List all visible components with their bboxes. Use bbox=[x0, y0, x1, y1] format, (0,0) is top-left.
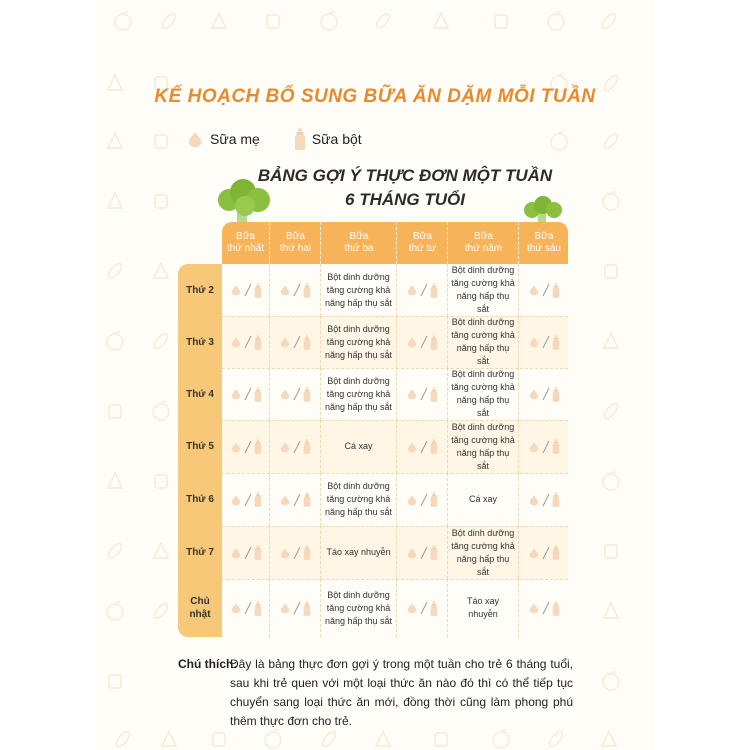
legend-item-formula bbox=[294, 128, 362, 150]
slash-separator-icon bbox=[244, 283, 252, 297]
baby-bottle-icon bbox=[430, 439, 438, 454]
column-header bbox=[222, 222, 269, 264]
food-doodle-icon bbox=[600, 330, 622, 352]
breast-milk-drop-icon bbox=[406, 602, 418, 614]
baby-bottle-icon bbox=[303, 601, 311, 616]
row-day-label: Thứ 2 bbox=[186, 284, 214, 296]
slash-separator-icon bbox=[420, 601, 428, 615]
food-doodle-icon bbox=[150, 330, 172, 352]
food-doodle-icon bbox=[490, 10, 512, 32]
meal-text: Táo xay nhuyễn bbox=[326, 547, 391, 557]
footnote bbox=[178, 655, 573, 731]
column-header-line: thứ năm bbox=[464, 243, 503, 254]
food-doodle-icon bbox=[600, 600, 622, 622]
slash-separator-icon bbox=[244, 493, 252, 507]
milk-option-icons bbox=[279, 492, 311, 507]
row-divider bbox=[222, 420, 568, 421]
baby-bottle-icon bbox=[254, 601, 262, 616]
baby-bottle-icon bbox=[303, 387, 311, 402]
food-doodle-icon bbox=[112, 10, 134, 32]
breast-milk-drop-icon bbox=[230, 284, 242, 296]
column-header-line: Bữa bbox=[534, 231, 554, 242]
legend-label: Sữa bột bbox=[311, 131, 362, 147]
subtitle-line-2: 6 THÁNG TUỔI bbox=[345, 190, 465, 209]
column-header-line: thứ ba bbox=[344, 243, 374, 254]
food-doodle-icon bbox=[158, 728, 180, 750]
table-row bbox=[222, 526, 568, 579]
table-cell bbox=[222, 368, 269, 420]
column-header-line: thứ nhất bbox=[226, 243, 265, 254]
slash-separator-icon bbox=[420, 387, 428, 401]
milk-option-icons bbox=[230, 545, 262, 560]
baby-bottle-icon bbox=[254, 283, 262, 298]
meal-text: Bột dinh dưỡng tăng cường khả năng hấp thụ sắt bbox=[324, 323, 393, 360]
food-doodle-icon bbox=[600, 400, 622, 422]
breast-milk-drop-icon bbox=[406, 547, 418, 559]
food-doodle-icon bbox=[262, 10, 284, 32]
baby-bottle-icon bbox=[254, 545, 262, 560]
slash-separator-icon bbox=[542, 601, 550, 615]
table-cell bbox=[518, 579, 568, 637]
food-doodle-icon bbox=[104, 600, 126, 622]
table-cell bbox=[320, 368, 396, 420]
food-doodle-icon bbox=[208, 728, 230, 750]
meal-text: Bột dinh dưỡng tăng cường khả năng hấp thụ sắt bbox=[324, 375, 393, 412]
food-doodle-icon bbox=[104, 400, 126, 422]
baby-bottle-icon bbox=[303, 492, 311, 507]
table-cell bbox=[447, 473, 518, 526]
table-cell bbox=[222, 526, 269, 579]
breast-milk-drop-icon bbox=[230, 602, 242, 614]
legend bbox=[186, 128, 388, 150]
food-doodle-icon bbox=[262, 728, 284, 750]
food-doodle-icon bbox=[150, 470, 172, 492]
subtitle-line-1: BẢNG GỢI Ý THỰC ĐƠN MỘT TUẦN bbox=[257, 166, 553, 185]
row-divider bbox=[222, 526, 568, 527]
table-cell bbox=[518, 264, 568, 316]
food-doodle-icon bbox=[150, 130, 172, 152]
food-doodle-icon bbox=[104, 130, 126, 152]
breast-milk-drop-icon bbox=[279, 388, 291, 400]
table-cell bbox=[269, 526, 320, 579]
legend-label: Sữa mẹ bbox=[210, 131, 260, 147]
milk-option-icons bbox=[279, 283, 311, 298]
meal-text: Cá xay bbox=[468, 494, 497, 504]
slash-separator-icon bbox=[420, 440, 428, 454]
table-cell bbox=[396, 264, 447, 316]
food-doodle-icon bbox=[430, 10, 452, 32]
breast-milk-drop-icon bbox=[528, 547, 540, 559]
row-divider bbox=[222, 579, 568, 580]
table-cell bbox=[447, 579, 518, 637]
slash-separator-icon bbox=[244, 440, 252, 454]
food-doodle-icon bbox=[600, 130, 622, 152]
slash-separator-icon bbox=[244, 546, 252, 560]
breast-milk-drop-icon bbox=[279, 336, 291, 348]
slash-separator-icon bbox=[293, 440, 301, 454]
food-doodle-icon bbox=[112, 728, 134, 750]
breast-milk-drop-icon bbox=[230, 388, 242, 400]
milk-option-icons bbox=[528, 439, 560, 454]
row-divider bbox=[222, 368, 568, 369]
row-day-label: Chủ nhật bbox=[189, 596, 211, 620]
baby-bottle-icon bbox=[430, 545, 438, 560]
milk-option-icons bbox=[406, 545, 438, 560]
food-doodle-icon bbox=[372, 728, 394, 750]
slash-separator-icon bbox=[293, 283, 301, 297]
milk-option-icons bbox=[406, 601, 438, 616]
food-doodle-icon bbox=[600, 670, 622, 692]
food-doodle-icon bbox=[490, 728, 512, 750]
breast-milk-drop-icon bbox=[406, 336, 418, 348]
food-doodle-icon bbox=[318, 10, 340, 32]
table-cell bbox=[447, 316, 518, 368]
breast-milk-drop-icon bbox=[279, 602, 291, 614]
milk-option-icons bbox=[279, 545, 311, 560]
table-cell bbox=[269, 316, 320, 368]
table-cell bbox=[222, 264, 269, 316]
baby-bottle-icon bbox=[552, 492, 560, 507]
table-cell bbox=[447, 526, 518, 579]
milk-option-icons bbox=[528, 335, 560, 350]
slash-separator-icon bbox=[244, 335, 252, 349]
breast-milk-drop-icon bbox=[279, 547, 291, 559]
table-cell bbox=[269, 473, 320, 526]
table-cell bbox=[396, 368, 447, 420]
breast-milk-drop-icon bbox=[230, 336, 242, 348]
milk-option-icons bbox=[528, 601, 560, 616]
breast-milk-drop-icon bbox=[279, 441, 291, 453]
baby-bottle-icon bbox=[552, 387, 560, 402]
meal-text: Bột dinh dưỡng tăng cường khả năng hấp thụ sắt bbox=[451, 369, 515, 418]
table-cell bbox=[447, 420, 518, 473]
column-header-line: thứ hai bbox=[279, 243, 312, 254]
baby-bottle-icon bbox=[430, 601, 438, 616]
column-header-line: thứ sáu bbox=[527, 243, 561, 254]
milk-option-icons bbox=[230, 283, 262, 298]
meal-text: Bột dinh dưỡng tăng cường khả năng hấp thụ sắt bbox=[451, 317, 515, 366]
table-header bbox=[222, 222, 568, 264]
breast-milk-drop-icon bbox=[279, 494, 291, 506]
baby-bottle-icon bbox=[552, 283, 560, 298]
table-cell bbox=[518, 420, 568, 473]
breast-milk-drop-icon bbox=[528, 441, 540, 453]
baby-bottle-icon bbox=[430, 387, 438, 402]
breast-milk-drop-icon bbox=[528, 284, 540, 296]
slash-separator-icon bbox=[420, 493, 428, 507]
milk-option-icons bbox=[406, 283, 438, 298]
table-cell bbox=[222, 420, 269, 473]
row-day-label: Thứ 6 bbox=[186, 494, 214, 505]
meal-text: Cá xay bbox=[344, 441, 373, 451]
table-cell bbox=[269, 420, 320, 473]
milk-option-icons bbox=[279, 335, 311, 350]
food-doodle-icon bbox=[104, 540, 126, 562]
table-cell bbox=[320, 526, 396, 579]
food-doodle-icon bbox=[545, 728, 567, 750]
column-header bbox=[396, 222, 448, 264]
column-header-line: Bữa bbox=[286, 231, 305, 242]
baby-bottle-icon bbox=[552, 601, 560, 616]
slash-separator-icon bbox=[542, 335, 550, 349]
column-header-line: Bữa bbox=[474, 231, 493, 242]
food-doodle-icon bbox=[600, 260, 622, 282]
breast-milk-drop-icon bbox=[528, 336, 540, 348]
footnote-text: Đây là bảng thực đơn gợi ý trong một tuần cho trẻ 6 tháng tuổi, sau khi trẻ quen với một loại thức ăn nào đó thì có thể tiếp tục chuyển sang loại thức ăn mới, đồng thời cũng làm phong phú thêm thực đơn cho trẻ. bbox=[230, 657, 573, 728]
table-row bbox=[222, 316, 568, 368]
food-doodle-icon bbox=[150, 400, 172, 422]
milk-option-icons bbox=[528, 387, 560, 402]
milk-option-icons bbox=[406, 335, 438, 350]
baby-bottle-icon bbox=[254, 387, 262, 402]
table-cell bbox=[222, 316, 269, 368]
milk-option-icons bbox=[528, 283, 560, 298]
baby-bottle-icon bbox=[552, 439, 560, 454]
row-divider bbox=[222, 316, 568, 317]
page-title: KẾ HOẠCH BỔ SUNG BỮA ĂN DẶM MỖI TUẦN bbox=[154, 86, 596, 107]
food-doodle-icon bbox=[104, 470, 126, 492]
milk-option-icons bbox=[528, 545, 560, 560]
baby-bottle-icon bbox=[552, 335, 560, 350]
footnote-label: Chú thích: bbox=[178, 657, 238, 671]
breast-milk-drop-icon bbox=[279, 284, 291, 296]
slash-separator-icon bbox=[293, 493, 301, 507]
slash-separator-icon bbox=[542, 440, 550, 454]
baby-bottle-icon bbox=[552, 545, 560, 560]
column-header-line: thứ tư bbox=[408, 243, 437, 254]
food-doodle-icon bbox=[104, 260, 126, 282]
slash-separator-icon bbox=[542, 546, 550, 560]
row-divider bbox=[222, 473, 568, 474]
slash-separator-icon bbox=[542, 493, 550, 507]
baby-bottle-icon bbox=[303, 335, 311, 350]
slash-separator-icon bbox=[420, 283, 428, 297]
slash-separator-icon bbox=[542, 387, 550, 401]
weekly-menu-table bbox=[178, 222, 568, 637]
breast-milk-drop-icon bbox=[406, 284, 418, 296]
column-header bbox=[269, 222, 321, 264]
row-day-label: Thứ 3 bbox=[186, 336, 214, 348]
breast-milk-drop-icon bbox=[406, 441, 418, 453]
food-doodle-icon bbox=[104, 670, 126, 692]
table-row bbox=[222, 579, 568, 637]
baby-bottle-icon bbox=[254, 335, 262, 350]
milk-option-icons bbox=[279, 439, 311, 454]
baby-bottle-icon bbox=[303, 283, 311, 298]
meal-text: Bột dinh dưỡng tăng cường khả năng hấp thụ sắt bbox=[451, 421, 515, 471]
breast-milk-drop-icon bbox=[406, 494, 418, 506]
table-body bbox=[222, 264, 568, 637]
meal-text: Bột dinh dưỡng tăng cường khả năng hấp thụ sắt bbox=[324, 589, 393, 626]
breast-milk-drop-icon bbox=[186, 130, 204, 148]
breast-milk-drop-icon bbox=[528, 494, 540, 506]
table-cell bbox=[320, 473, 396, 526]
food-doodle-icon bbox=[600, 540, 622, 562]
meal-text: Bột dinh dưỡng tăng cường khả năng hấp thụ sắt bbox=[451, 265, 515, 314]
milk-option-icons bbox=[230, 601, 262, 616]
table-cell bbox=[269, 368, 320, 420]
food-doodle-icon bbox=[318, 728, 340, 750]
table-cell bbox=[320, 420, 396, 473]
slash-separator-icon bbox=[244, 601, 252, 615]
meal-text: Táo xay nhuyễn bbox=[466, 596, 499, 619]
food-doodle-icon bbox=[208, 10, 230, 32]
milk-option-icons bbox=[279, 387, 311, 402]
table-cell bbox=[396, 579, 447, 637]
table-cell bbox=[222, 579, 269, 637]
food-doodle-icon bbox=[104, 330, 126, 352]
baby-bottle-icon bbox=[430, 283, 438, 298]
table-cell bbox=[320, 579, 396, 637]
food-doodle-icon bbox=[548, 130, 570, 152]
table-cell bbox=[269, 264, 320, 316]
row-day-label: Thứ 4 bbox=[186, 388, 214, 400]
food-doodle-icon bbox=[545, 10, 567, 32]
table-cell bbox=[396, 420, 447, 473]
baby-bottle-icon bbox=[303, 439, 311, 454]
slash-separator-icon bbox=[244, 387, 252, 401]
milk-option-icons bbox=[406, 387, 438, 402]
row-day-label: Thứ 5 bbox=[186, 441, 214, 452]
food-doodle-icon bbox=[150, 190, 172, 212]
table-cell bbox=[396, 316, 447, 368]
slash-separator-icon bbox=[293, 387, 301, 401]
food-doodle-icon bbox=[150, 260, 172, 282]
table-cell bbox=[269, 579, 320, 637]
table-cell bbox=[518, 316, 568, 368]
slash-separator-icon bbox=[293, 546, 301, 560]
breast-milk-drop-icon bbox=[230, 547, 242, 559]
table-cell bbox=[396, 526, 447, 579]
table-row bbox=[222, 420, 568, 473]
legend-item-breast-milk bbox=[186, 130, 260, 148]
breast-milk-drop-icon bbox=[230, 441, 242, 453]
column-header bbox=[447, 222, 519, 264]
baby-bottle-icon bbox=[254, 492, 262, 507]
table-cell bbox=[222, 473, 269, 526]
table-cell bbox=[320, 316, 396, 368]
food-doodle-icon bbox=[150, 540, 172, 562]
milk-option-icons bbox=[230, 335, 262, 350]
column-header-line: Bữa bbox=[349, 231, 369, 242]
meal-text: Bột dinh dưỡng tăng cường khả năng hấp thụ sắt bbox=[324, 481, 393, 517]
meal-text: Bột dinh dưỡng tăng cường khả năng hấp thụ sắt bbox=[451, 527, 515, 577]
slash-separator-icon bbox=[420, 335, 428, 349]
milk-option-icons bbox=[406, 439, 438, 454]
table-cell bbox=[518, 473, 568, 526]
slash-separator-icon bbox=[293, 335, 301, 349]
breast-milk-drop-icon bbox=[230, 494, 242, 506]
food-doodle-icon bbox=[598, 728, 620, 750]
table-cell bbox=[447, 368, 518, 420]
column-header-line: Bữa bbox=[236, 231, 255, 242]
baby-bottle-icon bbox=[254, 439, 262, 454]
food-doodle-icon bbox=[600, 470, 622, 492]
milk-option-icons bbox=[406, 492, 438, 507]
slash-separator-icon bbox=[420, 546, 428, 560]
row-day-label: Thứ 7 bbox=[186, 547, 214, 558]
table-cell bbox=[447, 264, 518, 316]
food-doodle-icon bbox=[372, 10, 394, 32]
column-header bbox=[320, 222, 397, 264]
table-row bbox=[222, 368, 568, 420]
food-doodle-icon bbox=[600, 190, 622, 212]
food-doodle-icon bbox=[158, 10, 180, 32]
slash-separator-icon bbox=[542, 283, 550, 297]
table-cell bbox=[320, 264, 396, 316]
baby-bottle-icon bbox=[430, 335, 438, 350]
baby-bottle-icon bbox=[303, 545, 311, 560]
food-doodle-icon bbox=[150, 600, 172, 622]
food-doodle-icon bbox=[430, 728, 452, 750]
table-cell bbox=[518, 526, 568, 579]
milk-option-icons bbox=[230, 387, 262, 402]
breast-milk-drop-icon bbox=[528, 602, 540, 614]
food-doodle-icon bbox=[598, 10, 620, 32]
meal-text: Bột dinh dưỡng tăng cường khả năng hấp thụ sắt bbox=[324, 271, 393, 308]
table-cell bbox=[518, 368, 568, 420]
milk-option-icons bbox=[279, 601, 311, 616]
column-header-line: Bữa bbox=[413, 231, 432, 242]
milk-option-icons bbox=[230, 439, 262, 454]
table-row bbox=[222, 473, 568, 526]
milk-option-icons bbox=[528, 492, 560, 507]
milk-option-icons bbox=[230, 492, 262, 507]
baby-bottle-icon bbox=[294, 128, 306, 150]
breast-milk-drop-icon bbox=[528, 388, 540, 400]
column-header bbox=[518, 222, 569, 264]
baby-bottle-icon bbox=[430, 492, 438, 507]
table-cell bbox=[396, 473, 447, 526]
food-doodle-icon bbox=[104, 190, 126, 212]
slash-separator-icon bbox=[293, 601, 301, 615]
breast-milk-drop-icon bbox=[406, 388, 418, 400]
table-row bbox=[222, 264, 568, 316]
